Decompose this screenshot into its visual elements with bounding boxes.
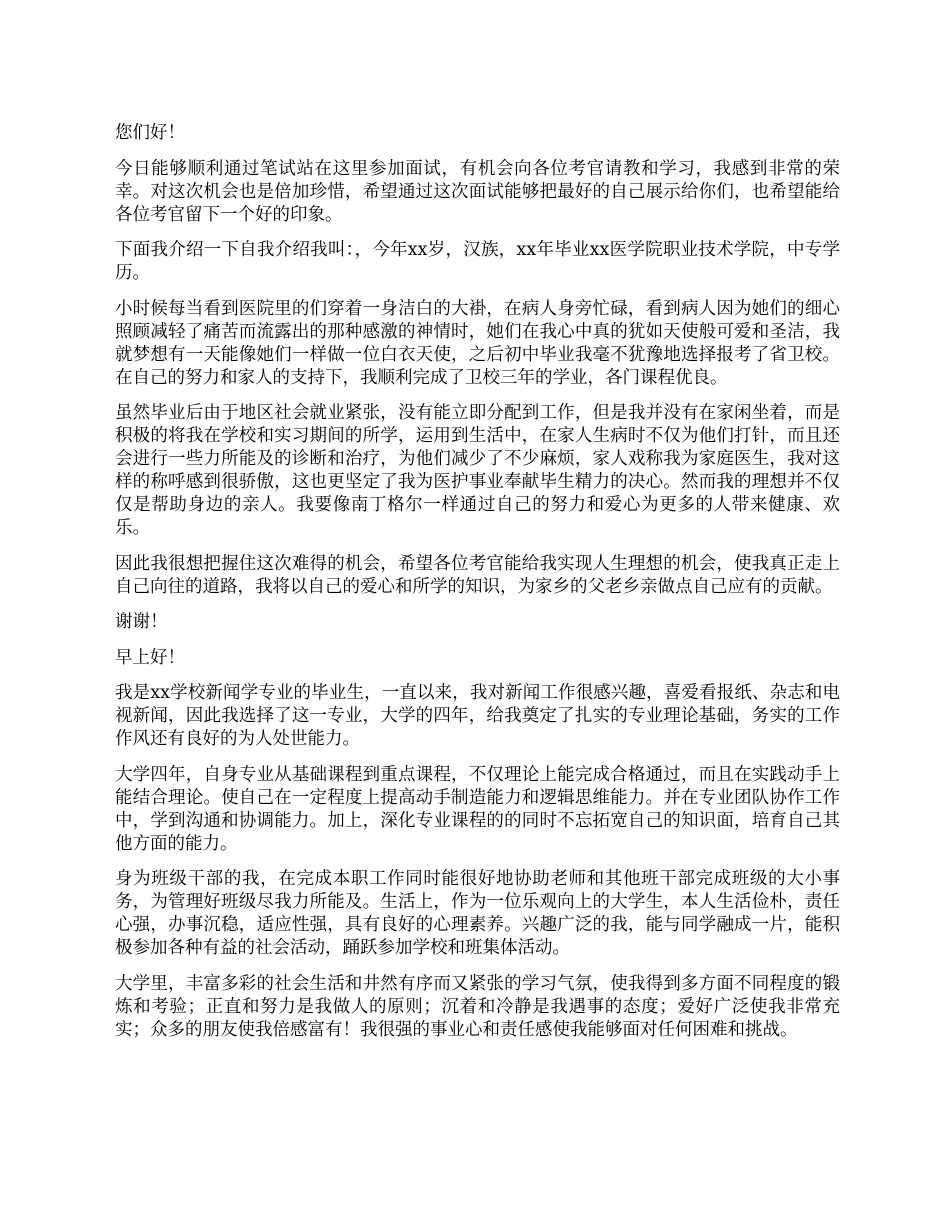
greeting-paragraph: 早上好！	[115, 647, 185, 668]
body-paragraph: 我是xx学校新闻学专业的毕业生，一直以来，我对新闻工作很感兴趣，喜爱看报纸、杂志和电视新闻，因此我选择了这一专业，大学的四年，给我奠定了扎实的专业理论基础，务实的工作作风还有良好的为人处世能力。	[115, 683, 840, 749]
closing-paragraph: 谢谢！	[115, 612, 168, 632]
body-paragraph: 因此我很想把握住这次难得的机会，希望各位考官能给我实现人生理想的机会，使我真正走上自己向往的道路，我将以自己的爱心和所学的知识，为家乡的父老乡亲做点自己应有的贡献。	[115, 553, 840, 597]
body-paragraph: 虽然毕业后由于地区社会就业紧张，没有能立即分配到工作，但是我并没有在家闲坐着，而是积极的将我在学校和实习期间的所学，运用到生活中，在家人生病时不仅为他们打针，而且还会进行一些力所能及的诊断和治疗，为他们减少了不少麻烦，家人戏称我为家庭医生，我对这样的称呼感到很骄傲，这也更坚定了我为医护事业奉献毕生精力的决心。然而我的理想并不仅仅是帮助身边的亲人。我要像南丁格尔一样通过自己的努力和爱心为更多的人带来健康、欢乐。	[115, 403, 840, 538]
body-paragraph: 今日能够顺利通过笔试站在这里参加面试，有机会向各位考官请教和学习，我感到非常的荣幸。对这次机会也是倍加珍惜，希望通过这次面试能够把最好的自己展示给你们，也希望能给各位考官留下一个好的印象。	[115, 158, 840, 225]
body-paragraph: 下面我介绍一下自我介绍我叫：，今年xx岁，汉族，xx年毕业xx医学院职业技术学院，中专学历。	[115, 240, 840, 283]
body-paragraph: 身为班级干部的我，在完成本职工作同时能很好地协助老师和其他班干部完成班级的大小事务，为管理好班级尽我力所能及。生活上，作为一位乐观向上的大学生，本人生活俭朴，责任心强，办事沉稳，适应性强，具有良好的心理素养。兴趣广泛的我，能与同学融成一片，能积极参加各种有益的社会活动，踊跃参加学校和班集体活动。	[115, 869, 840, 958]
body-paragraph: 小时候每当看到医院里的们穿着一身洁白的大褂，在病人身旁忙碌，看到病人因为她们的细心照顾减轻了痛苦而流露出的那种感激的神情时，她们在我心中真的犹如天使般可爱和圣洁，我就梦想有一天能像她们一样做一位白衣天使，之后初中毕业我毫不犹豫地选择报考了省卫校。在自己的努力和家人的支持下，我顺利完成了卫校三年的学业，各门课程优良。	[115, 298, 840, 388]
document-body	[115, 122, 840, 1054]
body-paragraph: 大学里，丰富多彩的社会生活和井然有序而又紧张的学习气氛，使我得到多方面不同程度的锻炼和考验；正直和努力是我做人的原则；沉着和冷静是我遇事的态度；爱好广泛使我非常充实；众多的朋友使我倍感富有！我很强的事业心和责任感使我能够面对任何困难和挑战。	[115, 973, 840, 1040]
body-paragraph: 大学四年，自身专业从基础课程到重点课程，不仅理论上能完成合格通过，而且在实践动手上能结合理论。使自己在一定程度上提高动手制造能力和逻辑思维能力。并在专业团队协作工作中，学到沟通和协调能力。加上，深化专业课程的的同时不忘拓宽自己的知识面，培育自己其他方面的能力。	[115, 764, 840, 854]
greeting-paragraph: 您们好！	[115, 123, 185, 143]
